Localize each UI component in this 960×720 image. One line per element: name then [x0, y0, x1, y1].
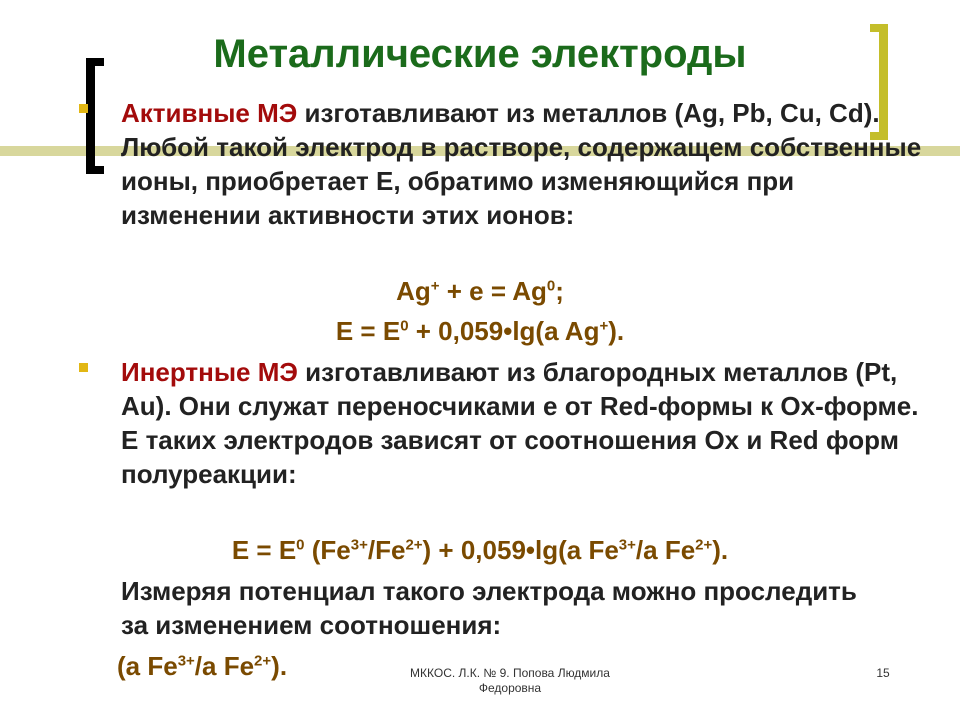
formula-part: ).: [608, 316, 625, 346]
formula-part: (Fe: [304, 535, 351, 565]
footer-line: Федоровна: [478, 681, 542, 695]
slide-footer: [365, 666, 655, 696]
page-number: 15: [876, 666, 890, 680]
bullet-active-electrodes: [121, 96, 931, 232]
formula-sup: +: [430, 277, 440, 295]
formula-part: Ag: [396, 276, 431, 306]
formula-part: /a Fe: [194, 651, 255, 681]
formula-sup: 2+: [254, 652, 272, 670]
slide-title: Металлические электроды: [213, 32, 747, 76]
formula-part: E = E: [231, 535, 297, 565]
formula-part: ) + 0,059•lg(a Fe: [422, 535, 619, 565]
formula-part: (a Fe: [117, 651, 178, 681]
formula-part: /a Fe: [635, 535, 696, 565]
bullet-text: изготавливают из благородных металлов (Pt, Au). Они служат переносчиками е от Red-формы к Ох-форме. Е таких электродов зависят от соотношения Ох и Red форм полуреакции:: [121, 357, 919, 489]
formula-part: E = E: [335, 316, 401, 346]
formula-iron-nernst: [0, 535, 960, 566]
formula-sup: 3+: [618, 536, 636, 554]
formula-sup: 0: [296, 536, 305, 554]
formula-silver-nernst: [0, 316, 960, 347]
formula-part: + e = Ag: [439, 276, 547, 306]
formula-part: ).: [712, 535, 729, 565]
bullet-marker: [79, 363, 88, 372]
formula-sup: 2+: [405, 536, 423, 554]
bullet-inert-electrodes: [121, 355, 931, 491]
bullet-heading: Инертные МЭ: [121, 357, 298, 387]
footer-line: МККОС. Л.К. № 9. Попова Людмила: [410, 666, 610, 680]
bullet-marker: [79, 104, 88, 113]
formula-part: ).: [271, 651, 288, 681]
formula-silver-reaction: [0, 276, 960, 307]
formula-sup: 3+: [177, 652, 195, 670]
formula-sup: 0: [546, 277, 556, 295]
formula-part: + 0,059•lg(a Ag: [408, 316, 600, 346]
formula-sup: 0: [400, 317, 409, 335]
bullet-heading: Активные МЭ: [121, 98, 298, 128]
formula-sup: +: [599, 317, 609, 335]
formula-part: /Fe: [367, 535, 406, 565]
closing-text: Измеряя потенциал такого электрода можно проследить за изменением соотношения:: [121, 576, 857, 640]
formula-sup: 3+: [350, 536, 368, 554]
formula-part: ;: [555, 276, 564, 306]
formula-iron-ratio: [117, 651, 287, 682]
formula-sup: 2+: [695, 536, 713, 554]
bullet-text: изготавливают из металлов (Ag, Pb, Cu, Cd). Любой такой электрод в растворе, содержащем собственные ионы, приобретает Е, обратимо изменяющийся при изменении активности этих ионов:: [121, 98, 922, 230]
